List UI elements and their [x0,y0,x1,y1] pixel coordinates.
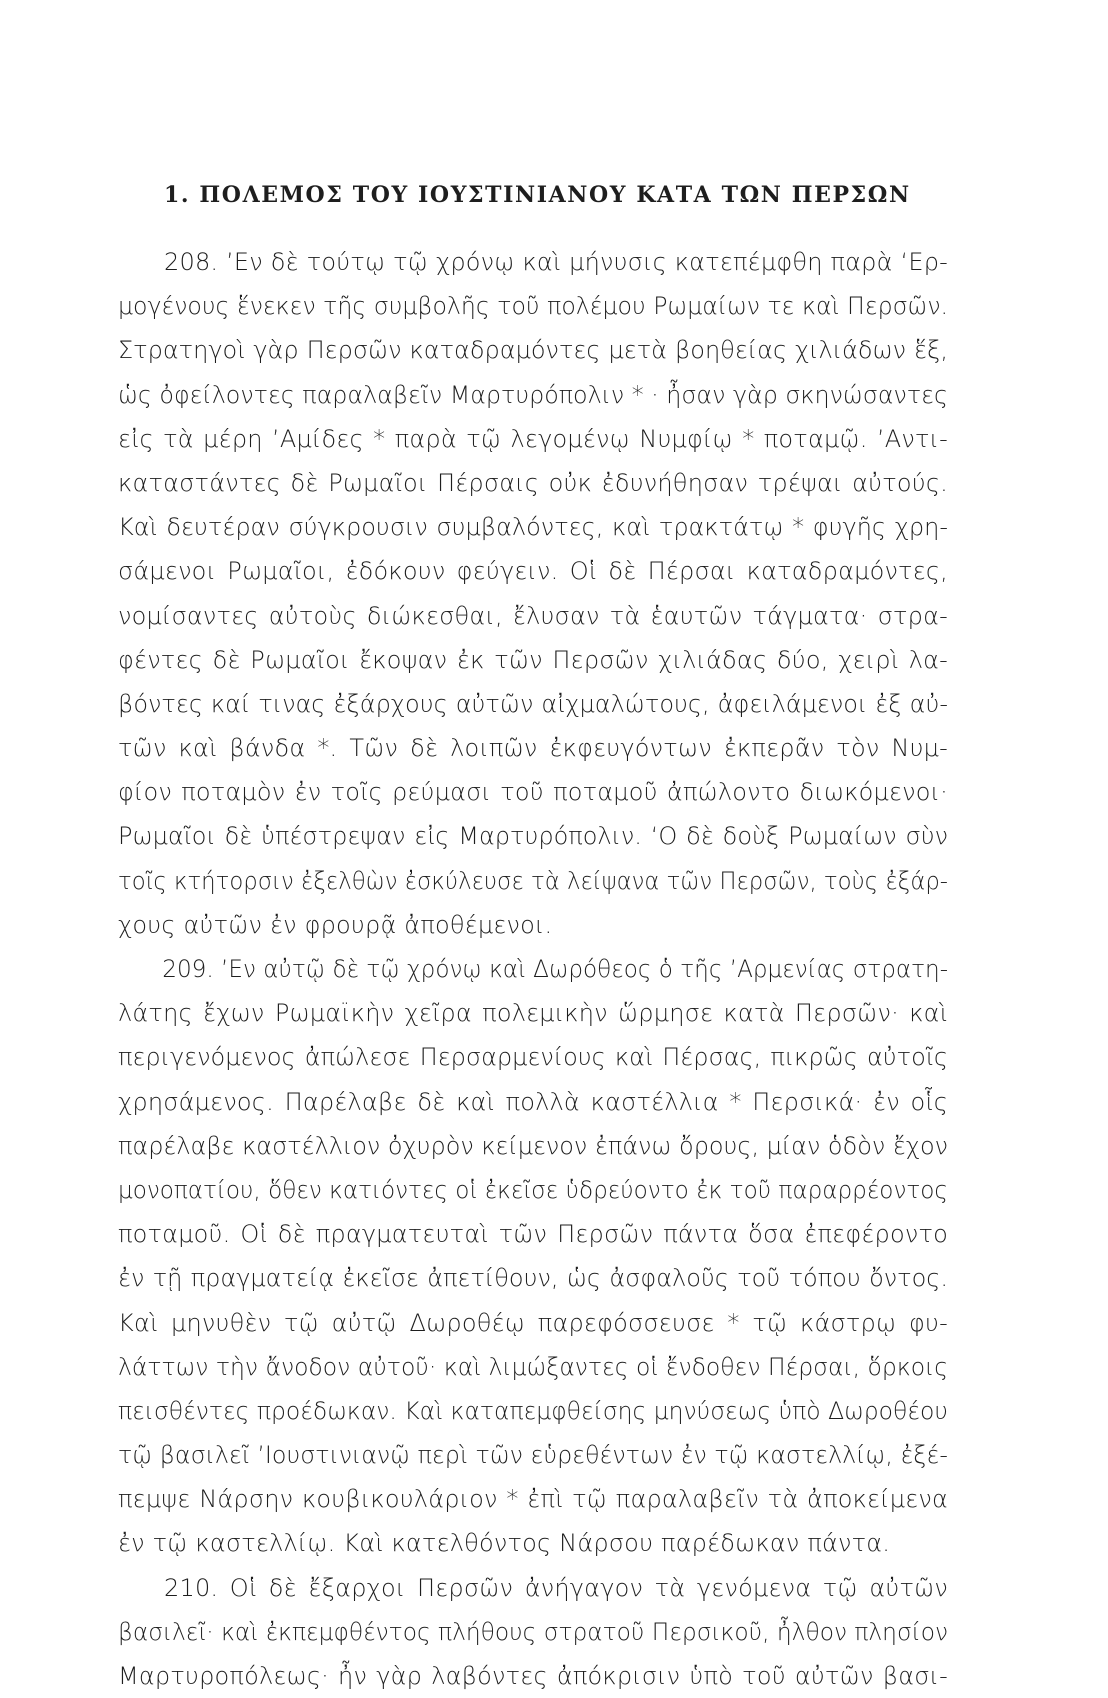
text-line: τῶν καὶ βάνδα *. Τῶν δὲ λοιπῶν ἐκφευγόντων ἐκπερᾶν τὸν Νυμ- [118,734,948,763]
text-line: βόντες καί τινας ἐξάρχους αὐτῶν αἰχμαλώτους, ἀφειλάμενοι ἐξ αὐ- [118,689,948,718]
text-line: φέντες δὲ Ρωμαῖοι ἔκοψαν ἐκ τῶν Περσῶν χιλιάδας δύο, χειρὶ λα- [118,645,948,674]
text-line: χρησάμενος. Παρέλαβε δὲ καὶ πολλὰ καστέλλια * Περσικά· ἐν οἷς [118,1087,948,1116]
body-text [118,240,948,1698]
text-line: εἰς τὰ μέρη ’Αμίδες * παρὰ τῷ λεγομένῳ Νυμφίῳ * ποταμῷ. ’Αντι- [118,424,948,453]
text-line: 210. Οἱ δὲ ἔξαρχοι Περσῶν ἀνήγαγον τὰ γενόμενα τῷ αὐτῶν [164,1573,948,1602]
text-line: ὡς ὀφείλοντες παραλαβεῖν Μαρτυρόπολιν * · ἦσαν γὰρ σκηνώσαντες [118,380,948,409]
text-line: Καὶ μηνυθὲν τῷ αὐτῷ Δωροθέῳ παρεφόσσευσε * τῷ κάστρῳ φυ- [118,1308,948,1337]
text-line: παρέλαβε καστέλλιον ὀχυρὸν κείμενον ἐπάνω ὄρους, μίαν ὁδὸν ἔχον [118,1131,948,1160]
text-line: καταστάντες δὲ Ρωμαῖοι Πέρσαις οὐκ ἐδυνήθησαν τρέψαι αὐτούς. [118,468,948,497]
text-line: Στρατηγοὶ γὰρ Περσῶν καταδραμόντες μετὰ βοηθείας χιλιάδων ἕξ, [118,336,948,365]
text-line: φίον ποταμὸν ἐν τοῖς ρεύμασι τοῦ ποταμοῦ ἀπώλοντο διωκόμενοι· [118,778,948,807]
text-line: Ρωμαῖοι δὲ ὑπέστρεψαν εἰς Μαρτυρόπολιν. ‘Ο δὲ δοὺξ Ρωμαίων σὺν [118,822,948,851]
text-line: μογένους ἕνεκεν τῆς συμβολῆς τοῦ πολέμου Ρωμαίων τε καὶ Περσῶν. [118,292,949,321]
text-line: Μαρτυροπόλεως· ἦν γὰρ λαβόντες ἀπόκρισιν ὑπὸ τοῦ αὐτῶν βασι- [118,1662,948,1690]
text-line: Καὶ δευτέραν σύγκρουσιν συμβαλόντες, καὶ τρακτάτῳ * φυγῆς χρη- [118,513,948,542]
text-line: βασιλεῖ· καὶ ἐκπεμφθέντος πλήθους στρατοῦ Περσικοῦ, ἦλθον πλησίον [118,1617,949,1646]
text-line: 209. ’Εν αὐτῷ δὲ τῷ χρόνῳ καὶ Δωρόθεος ὁ τῆς ’Αρμενίας στρατη- [162,955,949,983]
text-line: νομίσαντες αὐτοὺς διώκεσθαι, ἔλυσαν τὰ ἑαυτῶν τάγματα· στρα- [118,601,948,630]
chapter-heading: 1. ΠΟΛΕΜΟΣ ΤΟΥ ΙΟΥΣΤΙΝΙΑΝΟΥ ΚΑΤΑ ΤΩΝ ΠΕΡΣΩΝ [164,182,911,208]
text-line: τοῖς κτήτορσιν ἐξελθὼν ἐσκύλευσε τὰ λείψανα τῶν Περσῶν, τοὺς ἐξάρ- [118,866,949,895]
text-line: μονοπατίου, ὅθεν κατιόντες οἱ ἐκεῖσε ὑδρεύοντο ἐκ τοῦ παραρρέοντος [118,1175,948,1204]
text-line: 208. ’Εν δὲ τούτῳ τῷ χρόνῳ καὶ μήνυσις κατεπέμφθη παρὰ ‘Ερ- [164,248,948,276]
text-line: ποταμοῦ. Οἱ δὲ πραγματευταὶ τῶν Περσῶν πάντα ὅσα ἐπεφέροντο [118,1220,948,1249]
text-line: πεισθέντες προέδωκαν. Καὶ καταπεμφθείσης μηνύσεως ὑπὸ Δωροθέου [118,1396,948,1425]
text-line: σάμενοι Ρωμαῖοι, ἐδόκουν φεύγειν. Οἱ δὲ Πέρσαι καταδραμόντες, [118,557,948,586]
text-line: χους αὐτῶν ἐν φρουρᾷ ἀποθέμενοι. [118,910,553,939]
text-line: τῷ βασιλεῖ ’Ιουστινιανῷ περὶ τῶν εὑρεθέντων ἐν τῷ καστελλίῳ, ἐξέ- [118,1441,948,1470]
text-line: πεμψε Νάρσην κουβικουλάριον * ἐπὶ τῷ παραλαβεῖν τὰ ἀποκείμενα [118,1485,948,1514]
text-line: ἐν τῇ πραγματείᾳ ἐκεῖσε ἀπετίθουν, ὡς ἀσφαλοῦς τοῦ τόπου ὄντος. [118,1264,948,1293]
text-line: ἐν τῷ καστελλίῳ. Καὶ κατελθόντος Νάρσου παρέδωκαν πάντα. [118,1529,891,1558]
text-line: περιγενόμενος ἀπώλεσε Περσαρμενίους καὶ Πέρσας, πικρῶς αὐτοῖς [118,1043,948,1072]
text-line: λάττων τὴν ἄνοδον αὐτοῦ· καὶ λιμώξαντες οἱ ἔνδοθεν Πέρσαι, ὅρκοις [118,1352,949,1381]
text-line: λάτης ἔχων Ρωμαϊκὴν χεῖρα πολεμικὴν ὥρμησε κατὰ Περσῶν· καὶ [118,999,948,1028]
